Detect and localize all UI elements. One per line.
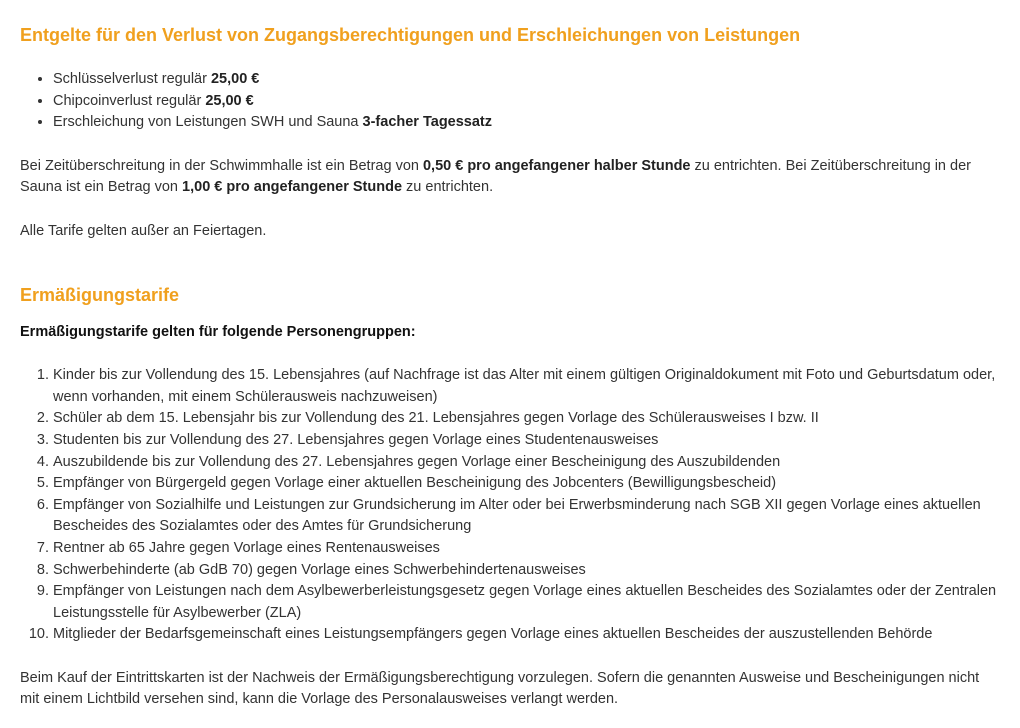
overtime-paragraph [20, 156, 1000, 199]
discount-groups-list [20, 365, 1000, 646]
discounts-heading: Ermäßigungstarife [20, 284, 180, 305]
list-item [53, 69, 1000, 91]
fee-label: Erschleichung von Leistungen SWH und Sauna [53, 114, 363, 131]
list-item: 6. Empfänger von Sozialhilfe und Leistungen zur Grundsicherung im Alter oder bei Erwerbsminderung nach SGB XII gegen Vorlage eines aktuellen Bescheides des Sozialamtes oder des Amtes für Grundsicherung [53, 495, 1000, 538]
fees-list [20, 69, 1000, 134]
fee-value: 25,00 € [205, 92, 254, 109]
discounts-intro: Ermäßigungstarife gelten für folgende Personengruppen: [20, 323, 416, 340]
list-item: 4. Auszubildende bis zur Vollendung des 27. Lebensjahres gegen Vorlage einer Bescheinigung des Auszubildenden [53, 452, 1000, 474]
list-item: 5. Empfänger von Bürgergeld gegen Vorlage einer aktuellen Bescheinigung des Jobcenters (Bewilligungsbescheid) [53, 473, 1000, 495]
list-item: 2. Schüler ab dem 15. Lebensjahr bis zur Vollendung des 21. Lebensjahres gegen Vorlage des Schülerausweises I bzw. II [53, 408, 1000, 430]
proof-note: Beim Kauf der Eintrittskarten ist der Nachweis der Ermäßigungsberechtigung vorzulegen. Sofern die genannten Ausweise und Bescheinigungen nicht mit einem Lichtbild versehen sind, kann die Vorlage des Personalausweises verlangt werden. [20, 669, 980, 708]
fee-value: 3-facher Tagessatz [362, 114, 493, 131]
fee-label: Schlüsselverlust regulär [53, 71, 211, 87]
list-item: 3. Studenten bis zur Vollendung des 27. Lebensjahres gegen Vorlage eines Studentenausweises [53, 430, 1000, 452]
overtime-text: Bei Zeitüberschreitung in der Schwimmhalle ist ein Betrag von [20, 157, 423, 174]
fees-heading: Entgelte für den Verlust von Zugangsberechtigungen und Erschleichungen von Leistungen [20, 25, 801, 45]
overtime-text: zu entrichten. Bei Zeitüberschreitung in der Sauna ist ein Betrag von [20, 157, 971, 196]
list-item: 8. Schwerbehinderte (ab GdB 70) gegen Vorlage eines Schwerbehindertenausweises [53, 560, 1000, 582]
overtime-sauna-rate: 1,00 € pro angefangener Stunde [182, 179, 403, 196]
holidays-note: Alle Tarife gelten außer an Feiertagen. [20, 222, 267, 239]
list-item [53, 91, 1000, 113]
list-item: 10. Mitglieder der Bedarfsgemeinschaft eines Leistungsempfängers gegen Vorlage eines aktuellen Bescheides der auszustellenden Behörde [53, 624, 1000, 646]
fee-label: Chipcoinverlust regulär [53, 92, 206, 109]
list-item: 9. Empfänger von Leistungen nach dem Asylbewerberleistungsgesetz gegen Vorlage eines aktuellen Bescheides des Sozialamtes oder der Zentralen Leistungsstelle für Asylbewerber (ZLA) [53, 581, 1000, 624]
overtime-pool-rate: 0,50 € pro angefangener halber Stunde [422, 157, 691, 174]
list-item: 7. Rentner ab 65 Jahre gegen Vorlage eines Rentenausweises [53, 538, 1000, 560]
list-item: 1. Kinder bis zur Vollendung des 15. Lebensjahres (auf Nachfrage ist das Alter mit einem gültigen Originaldokument mit Foto und Geburtsdatum oder, wenn vorhanden, mit einem Schülerausweis nachzuweisen) [53, 365, 1000, 408]
fee-value: 25,00 € [210, 71, 260, 87]
list-item [53, 112, 1000, 134]
overtime-text: zu entrichten. [402, 179, 494, 196]
